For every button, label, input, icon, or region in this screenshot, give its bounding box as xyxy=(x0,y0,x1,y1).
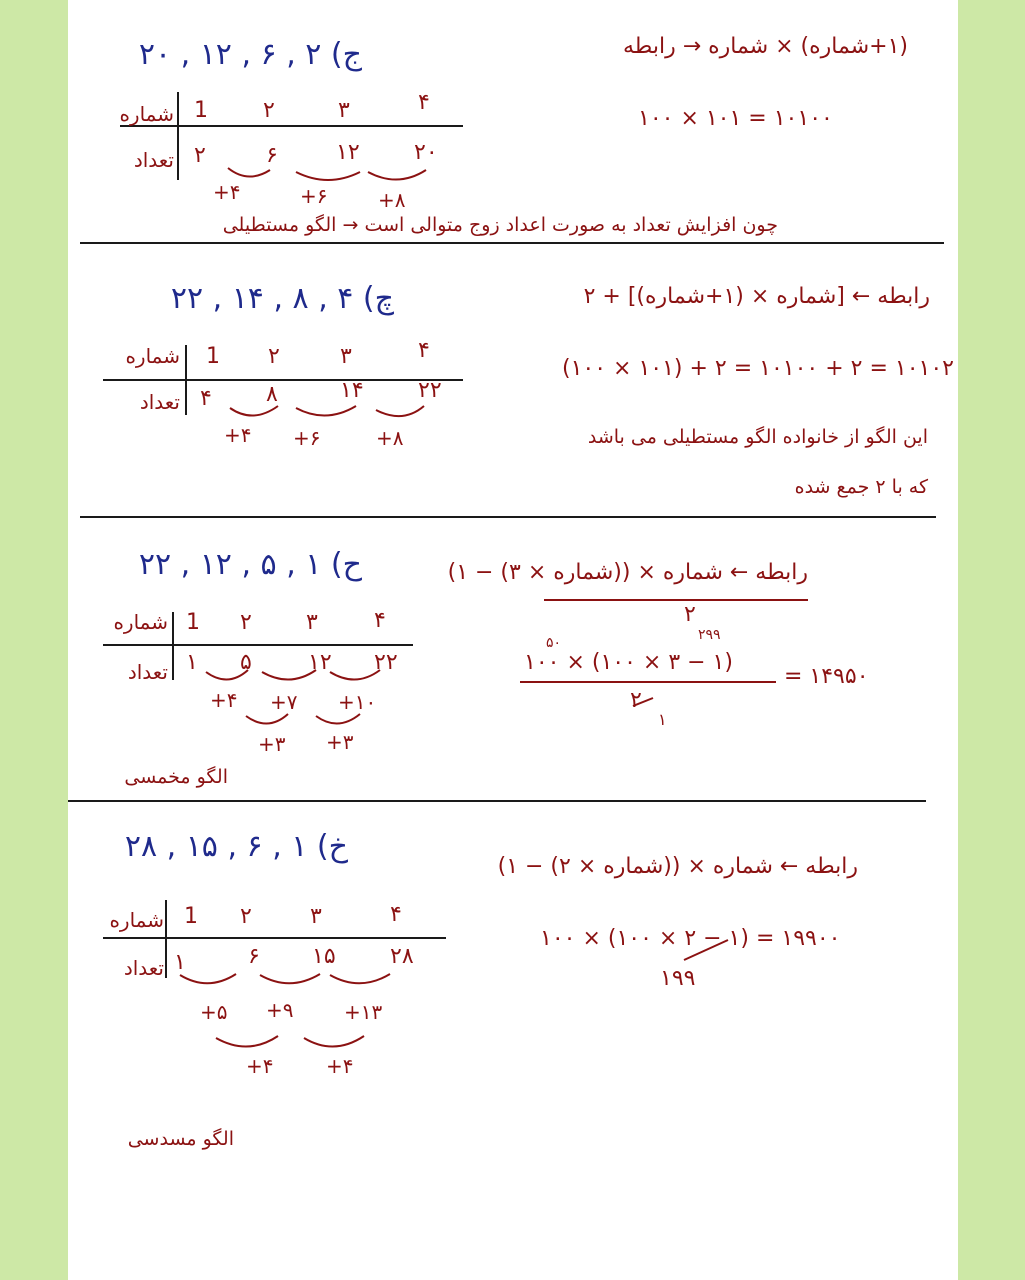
note-2-line-1: این الگو از خانواده الگو مستطیلی می باشد xyxy=(587,426,928,448)
note-1: چون افزایش تعداد به صورت اعداد زوج متوالی است → الگو مستطیلی xyxy=(222,214,778,236)
arrow-1b xyxy=(296,172,360,180)
note-3: الگو مخمسی xyxy=(124,766,228,788)
arrow-3e xyxy=(316,714,360,724)
calc-3-result: = ۱۴۹۵۰ xyxy=(784,664,869,689)
sequence-2: چ) ۴ , ۸ , ۱۴ , ۲۲ xyxy=(170,281,394,316)
index-2-3: ۳ xyxy=(340,344,352,369)
diff-3-3: +۱۰ xyxy=(338,690,377,714)
separator-3 xyxy=(68,800,926,802)
calc-1: ۱۰۰ × ۱۰۱ = ۱۰۱۰۰ xyxy=(638,106,833,131)
arrow-2c xyxy=(376,406,424,416)
diff-2-3: +۸ xyxy=(376,426,404,450)
row-label-count-2: تعداد xyxy=(139,390,180,414)
diff-4-2: +۹ xyxy=(266,998,294,1022)
index-4-4: ۴ xyxy=(390,902,402,927)
handwritten-marks xyxy=(68,0,958,1280)
diff-4-3: +۱۳ xyxy=(344,1000,383,1024)
note-4: الگو مسدسی xyxy=(127,1128,234,1150)
index-4-3: ۳ xyxy=(310,904,322,929)
count-1-1: ۲ xyxy=(194,143,206,168)
diff-3-2: +۷ xyxy=(270,690,298,714)
diff-3-1: +۴ xyxy=(210,688,238,712)
arrow-4e xyxy=(304,1036,364,1047)
calc-2: (۱۰۰ × ۱۰۱) + ۲ = ۱۰۱۰۰ + ۲ = ۱۰۱۰۲ xyxy=(562,356,954,381)
count-3-4: ۲۲ xyxy=(374,650,398,675)
separator-1 xyxy=(80,242,944,244)
count-4-4: ۲۸ xyxy=(390,944,414,969)
sequence-4: خ) ۱ , ۶ , ۱۵ , ۲۸ xyxy=(124,829,348,864)
count-3-3: ۱۲ xyxy=(308,650,332,675)
note-2-line-2: که با ۲ جمع شده xyxy=(794,476,928,498)
index-4-1: 1 xyxy=(184,904,198,929)
calc-3-denominator-cancel: ۱ xyxy=(658,710,667,729)
calc-3-denominator: ۲ xyxy=(630,688,642,713)
row-label-count: تعداد xyxy=(133,148,174,172)
second-diff-3-1: +۳ xyxy=(258,732,286,756)
arrow-4d xyxy=(216,1036,278,1047)
diff-4-1: +۵ xyxy=(200,1000,228,1024)
diff-2-2: +۶ xyxy=(293,426,321,450)
row-label-count-4: تعداد xyxy=(123,956,164,980)
calc-3-cancel-top: ۵۰ xyxy=(546,635,562,651)
arrow-2b xyxy=(296,406,356,416)
row-label-number: شماره xyxy=(119,102,174,126)
calc-3-numerator: ۱۰۰ × (۱۰۰ × ۳ − ۱) xyxy=(524,650,733,675)
arrow-4b xyxy=(260,974,320,983)
count-4-3: ۱۵ xyxy=(312,944,336,969)
calc-4: ۱۰۰ × (۱۰۰ × ۲ − ۱) = ۱۹۹۰۰ xyxy=(540,926,841,951)
diff-1-3: +۸ xyxy=(378,188,406,212)
arrow-3d xyxy=(246,714,288,724)
formula-3-denominator: ۲ xyxy=(684,602,696,627)
index-3-1: 1 xyxy=(186,610,200,635)
index-2-2: ۲ xyxy=(268,344,280,369)
formula-2: رابطه ← [شماره × (۱+شماره)] + ۲ xyxy=(583,284,930,309)
index-4-2: ۲ xyxy=(240,904,252,929)
formula-1: (۱+شماره) × شماره → رابطه xyxy=(623,34,908,59)
arrow-2a xyxy=(230,406,278,416)
count-3-1: ۱ xyxy=(186,650,198,675)
count-1-4: ۲۰ xyxy=(414,140,438,165)
row-label-number-3: شماره xyxy=(113,610,168,634)
count-2-2: ۸ xyxy=(266,382,278,407)
index-3-3: ۳ xyxy=(306,610,318,635)
index-1: 1 xyxy=(194,98,208,123)
second-diff-4-1: +۴ xyxy=(246,1054,274,1078)
index-3-2: ۲ xyxy=(240,610,252,635)
count-1-3: ۱۲ xyxy=(336,140,360,165)
diff-2-1: +۴ xyxy=(224,423,252,447)
index-3: ۳ xyxy=(338,98,350,123)
count-2-1: ۴ xyxy=(200,386,212,411)
count-4-1: ۱ xyxy=(174,950,186,975)
sequence-1: ج) ۲ , ۶ , ۱۲ , ۲۰ xyxy=(138,37,362,72)
count-1-2: ۶ xyxy=(266,143,278,168)
second-diff-3-2: +۳ xyxy=(326,730,354,754)
formula-4: رابطه ← شماره × ((شماره × ۲) − ۱) xyxy=(497,854,858,879)
index-2: ۲ xyxy=(263,98,275,123)
arrow-4c xyxy=(330,974,390,983)
index-4: ۴ xyxy=(418,90,430,115)
diff-1-2: +۶ xyxy=(300,184,328,208)
worksheet-page xyxy=(68,0,958,1280)
diff-1-1: +۴ xyxy=(213,180,241,204)
count-2-4: ۲۲ xyxy=(418,378,442,403)
index-2-1: 1 xyxy=(206,344,220,369)
count-4-2: ۶ xyxy=(248,944,260,969)
formula-3-numerator: رابطه ← شماره × ((شماره × ۳) − ۱) xyxy=(447,560,808,585)
index-2-4: ۴ xyxy=(418,338,430,363)
row-label-count-3: تعداد xyxy=(127,660,168,684)
arrow-3c xyxy=(330,670,380,680)
index-3-4: ۴ xyxy=(374,608,386,633)
arrow-1a xyxy=(228,168,270,177)
row-label-number-2: شماره xyxy=(125,344,180,368)
arrow-4a xyxy=(180,974,236,983)
separator-2 xyxy=(80,516,936,518)
row-label-number-4: شماره xyxy=(109,908,164,932)
calc-3-cancel-mid: ۲۹۹ xyxy=(698,627,721,643)
calc-4-subnote: ۱۹۹ xyxy=(660,966,696,991)
count-3-2: ۵ xyxy=(240,650,252,675)
sequence-3: ح) ۱ , ۵ , ۱۲ , ۲۲ xyxy=(138,547,362,582)
arrow-1c xyxy=(368,170,426,180)
count-2-3: ۱۴ xyxy=(340,378,364,403)
second-diff-4-2: +۴ xyxy=(326,1054,354,1078)
